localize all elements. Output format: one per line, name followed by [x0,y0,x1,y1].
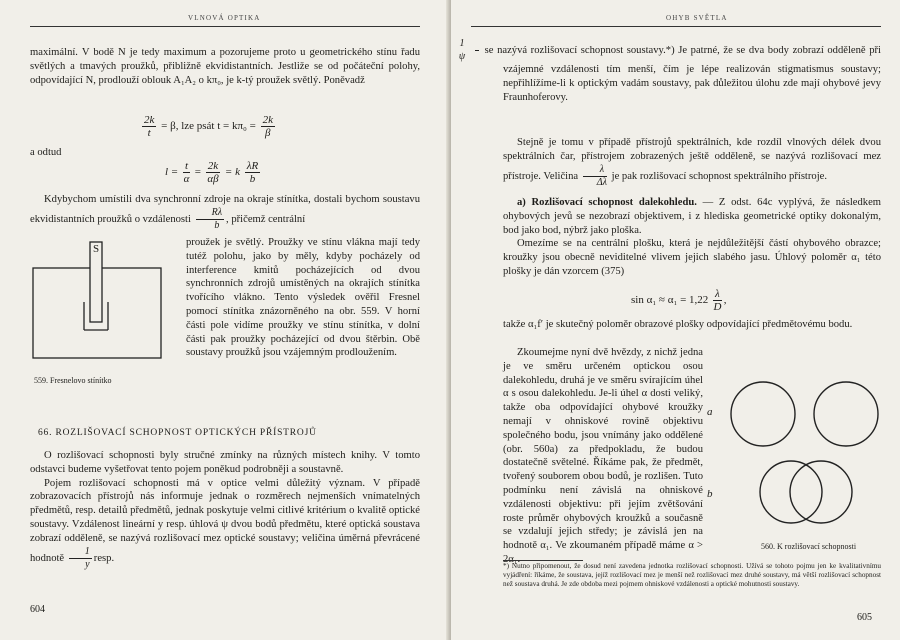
eq2-f2 [206,160,220,185]
eq375-frac-n: λ [715,288,720,300]
disk-a-left [731,382,795,446]
right-sub-a [503,196,881,237]
eq2-eq: = [194,166,202,179]
left-paragraph-4 [30,449,420,571]
left-paragraph-1 [30,46,420,87]
resolution-figure [721,380,891,530]
eq2-f2d: αβ [207,173,219,185]
para2-frac-n: Rλ [196,207,224,220]
para5-end: resp. [93,552,115,564]
para5-frac-d: y [85,558,90,570]
para2r-frac-d: Δλ [596,176,607,188]
eq2-f1d: α [183,173,190,185]
eq1-rfrac [261,114,275,139]
top-frac-n: 1 [475,38,479,51]
left-para5 [30,477,420,571]
eq1-den: t [147,127,151,139]
para5-frac [69,546,92,571]
left-page [0,0,449,640]
right-paragraph-4 [503,318,881,332]
odtud-label: a odtud [30,147,62,158]
figure-559-caption: 559. Fresnelovo stínítko [34,376,112,385]
right-para1-text: se nazývá rozlišovací schopnost soustavy.*) Je patrné, že se dva body zobrazí odděleně při vzájemné vzdálenosti tím menší, čím je lépe realizován stigmatismus soustavy; nepřihlížíme-li k optickým vadám soustavy, pak důležitou úlohu zde mají ohybové jevy Fraunhoferovy. [484,44,881,103]
top-frac-d: ψ [458,51,466,62]
figure-label-s: S [93,243,100,255]
left-para2 [30,193,420,232]
right-paragraph-3 [503,196,881,279]
right-paragraph-2 [503,136,881,189]
eq375-frac [713,288,722,313]
para2r-frac-n: λ [583,164,607,177]
right-para2a: Stejně je tomu v případě přístrojů spektrálních, kde rozdíl vlnových délek dvou spektrálních čar, přístrojem zobrazených ještě odděleně, se nazývá rozlišovací mez přístroje. Veličina [503,137,881,182]
eq1-rden: β [265,127,271,139]
left-para2b: , přičemž centrální [226,213,306,225]
eq1-frac [142,114,156,139]
eq2-f3 [245,160,260,185]
eq2-f2n: 2k [207,160,219,172]
top-frac [458,38,479,63]
eq2-f3d: b [249,173,256,185]
eq375-lhs: sin α₁ ≈ α₁ = 1,22 [631,294,709,307]
left-paragraph-2 [30,193,420,232]
page-number-left: 604 [30,604,45,615]
right-para2b: je pak rozlišovací schopnost spektrálního přístroje. [611,170,827,182]
right-para3-text: Omezíme se na centrální plošku, která je nejdůležitější částí ohybového obrazce; kroužky jsou obecně neviditelné vlivem jejich slabého jasu. Úhlový poloměr α₁ této plošky je dán vzorcem (375) [503,238,881,277]
head-rule-right [471,26,881,27]
eq375-frac-d: D [713,301,722,313]
eq2-f3n: λR [246,160,259,172]
right-para5-text: Zkoumejme nyní dvě hvězdy, z nichž jedna je ve směru určeném optickou osou dalekohledu, druhá je ve směru svírajícím úhel α s osou dalekohledu. Je-li úhel α dosti veliký, takže oba odpovídající ohybové kroužky nemají v ohniskové rovině objektivu společného bodu, jsou vnímány jako oddělené (obr. 560a) za předpokladu, že budou dostatečně světelné. Říkáme pak, že předmět, tvořený souborem obou bodů, je rozlišen. Tuto podmínku není závislá na ohniskové vzdálenosti objektivu: při jejím zvětšování roste průměr ohybových kroužků a současně se vzdalují jejich středy; je závislá jen na hodnotě α₁. Ve zkoumaném případě máme α > [503,347,703,552]
disk-b-right [790,461,852,523]
eq1-num: 2k [144,114,155,126]
left-para4-text: O rozlišovací schopnosti byly stručné zmínky na různých místech knihy. V tomto odstavci budeme vyšetřovat tento pojem poněkud podrobněji a soustavně. [30,450,420,475]
sub-a-label: a) Rozlišovací schopnost dalekohledu. [517,197,697,208]
footnote-rule [503,560,583,561]
eq1-rnum: 2k [262,114,273,126]
para2-frac-d: b [214,219,220,231]
right-paragraph-1 [458,38,881,104]
eq2-f1 [183,160,190,185]
eq1-mid: = β, lze psát t = kπ₀ = [161,120,256,133]
para2-frac [196,207,224,232]
left-paragraph-3 [186,236,420,360]
figure-560-caption: 560. K rozlišovací schopnosti [761,542,857,551]
fresnel-screen-figure [32,240,167,370]
left-para2a: Kdybychom umístili dva synchronní zdroje na okraje stínítka, dostali bychom soustavu ekvidistantních proužků o vzdálenosti [30,194,420,225]
para5-frac-n: 1 [69,546,92,559]
running-head-left: VLNOVÁ OPTIKA [188,14,261,22]
figure-label-a: a [707,406,713,418]
equation-1 [140,114,277,139]
eq375-comma: , [723,294,727,307]
left-para1-text: maximální. V bodě N je tedy maximum a pozorujeme proto u geometrického stínu řadu světlých a tmavých proužků, přibližně ekvidistantních. Jestliže se od počáteční polohy, odpovídající N, prodlouží oblouk A₁A₂ o kπ₀, je k-tý proužek světlý. Poněvadž [30,47,420,86]
running-head-right: OHYB SVĚTLA [666,14,728,22]
left-para5-text: Pojem rozlišovací schopnosti má v optice velmi důležitý význam. V případě zobrazovacích přístrojů nás informuje jednak o rozměrech nejmenších vnímatelných předmětů, resp. detailů předmětů, jednak poskytuje velmi citlivé kritérium o kvalitě optické soustavy. Vzdálenost lineární y resp. úhlová ψ dvou bodů předmětu, které optická soustava zobrazí odděleně, se nazývá rozlišovací mez optické soustavy; veličina úměrná převrácené hodnotě [30,477,420,564]
right-para1 [458,38,881,104]
eq2-f1n: t [184,160,189,172]
equation-2 [165,160,262,185]
right-para4-text: takže α₁f′ je skutečný poloměr obrazové plošky odpovídající předmětovému bodu. [503,319,853,330]
right-page [451,0,900,640]
disk-a-right [814,382,878,446]
eq2-l: l = [165,166,179,179]
para2r-frac [583,164,607,189]
eq2-k: = k [224,166,240,179]
sub-a-text: — Z odst. 64c vyplývá, že následkem ohybových jevů se nezobrazí objektivem, i z hlediska geometrické optiky dokonalým, bod jako bod, nýbrž jako ploška. [503,197,882,236]
footnote: *) Nutno připomenout, že dosud není zavedena jednotka rozlišovací schopnosti. Užívá se tohoto pojmu jen ke kvalitativnímu vyjádření: říkáme, že soustava, jejíž rozlišovací mez je menší než rozlišovací mez druhé soustavy, má větší rozlišovací schopnost než soustava druhá. Je zde obdoba mezi pojmem ohniskové vzdálenosti a optické mohutnosti soustavy. [503,562,881,588]
page-number-right: 605 [857,612,872,623]
disk-b-left [760,461,822,523]
equation-375 [631,288,727,313]
left-para3-text: proužek je světlý. Proužky ve stínu vlákna mají tedy tutéž polohu, jako by měly, kdyby pocházely od interference kmitů pocházejících od dvou synchronních zdrojů umístěných na okrajích stínítka tvořícího vlákno. Tento výsledek ověřil Fresnel pomocí stínítka znázorněného na obr. 559. V horní části pole vidíme proužky ve stínu stínítka, v dolní části pak proužky pocházející od dvou štěrbin. Obě soustavy proužků jsou vzájemným prodloužením. [186,237,420,359]
right-para2 [503,136,881,189]
section-heading: 66. ROZLIŠOVACÍ SCHOPNOST OPTICKÝCH PŘÍSTROJŮ [38,428,317,438]
head-rule-left [30,26,420,27]
figure-label-b: b [707,488,713,500]
